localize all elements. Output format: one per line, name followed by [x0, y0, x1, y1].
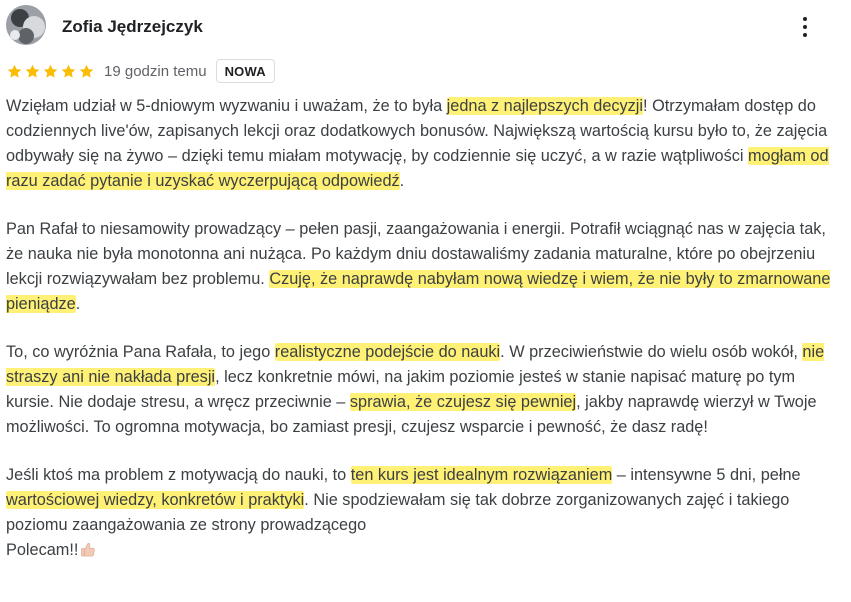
- highlighted-text: wartościowej wiedzy, konkretów i praktyki: [6, 491, 305, 509]
- more-vert-icon-dot: [803, 33, 807, 37]
- review-text-segment: , lecz konkretnie mówi, na jakim poziomie jesteś w stanie napisać maturę po tym kursie. Nie dodaje stresu, a wręcz przeciwnie –: [6, 368, 796, 411]
- review-text-segment: .: [399, 172, 405, 190]
- review-text-segment: . W przeciwieństwie do wielu osób wokół,: [500, 343, 803, 361]
- new-badge: NOWA: [216, 59, 275, 83]
- star-rating: [6, 63, 95, 80]
- review-header: [6, 5, 845, 47]
- highlighted-text: sprawia, że czujesz się pewniej: [349, 393, 577, 411]
- review-time: 19 godzin temu: [104, 62, 207, 80]
- review-paragraph: [6, 94, 836, 194]
- review-text-segment: .: [75, 295, 81, 313]
- highlighted-text: realistyczne podejście do nauki: [274, 343, 501, 361]
- review-meta: [6, 58, 275, 84]
- thumbs-up-icon: [80, 541, 95, 558]
- more-options-button[interactable]: [795, 13, 815, 41]
- avatar-image: [6, 5, 46, 45]
- review-text-segment: , jakby naprawdę wierzył w Twoje możliwości. To ogromna motywacja, bo zamiast presji, czujesz wsparcie i pewność, że dasz radę!: [6, 393, 817, 436]
- review-paragraph: [6, 463, 836, 563]
- more-vert-icon: [803, 17, 807, 21]
- star-icon: [42, 63, 59, 80]
- highlighted-text: nie straszy ani nie nakłada presji: [6, 343, 825, 386]
- review-text-segment: Pan Rafał to niesamowity prowadzący – pełen pasji, zaangażowania i energii. Potrafił wciągnąć nas w zajęcia tak, że nauka nie była monotonna ani nużąca. Po każdym dniu dostawaliśmy zadania maturalne, które po obejrzeniu lekcji rozwiązywałam bez problemu.: [6, 220, 826, 288]
- review-text-segment: – intensywne 5 dni, pełne: [612, 466, 801, 484]
- review-paragraph: [6, 217, 836, 317]
- highlighted-text: ten kurs jest idealnym rozwiązaniem: [350, 466, 613, 484]
- author-name[interactable]: Zofia Jędrzejczyk: [62, 17, 203, 36]
- review-text-segment: . Nie spodziewałam się tak dobrze zorganizowanych zajęć i takiego poziomu zaangażowania ze strony prowadzącego: [6, 491, 790, 534]
- star-icon: [24, 63, 41, 80]
- review-text-segment: ! Otrzymałam dostęp do codziennych live'ów, zapisanych lekcji oraz dodatkowych bonusów. Największą wartością kursu było to, że zajęcia odbywały się na żywo – dzięki temu miałam motywację, by codziennie się uczyć, a w razie wątpliwości: [6, 97, 828, 165]
- star-icon: [6, 63, 23, 80]
- highlighted-text: jedna z najlepszych decyzji: [446, 97, 644, 115]
- avatar[interactable]: [6, 5, 46, 45]
- review-text-segment: To, co wyróżnia Pana Rafała, to jego: [6, 343, 275, 361]
- more-vert-icon-dot: [803, 25, 807, 29]
- highlighted-text: Czuję, że naprawdę nabyłam nową wiedzę i wiem, że nie były to zmarnowane pieniądze: [6, 270, 831, 313]
- review-paragraph: [6, 340, 836, 440]
- star-icon: [78, 63, 95, 80]
- highlighted-text: mogłam od razu zadać pytanie i uzyskać wyczerpującą odpowiedź: [6, 147, 829, 190]
- review-text-segment: Polecam!!: [6, 541, 79, 559]
- review-text: [6, 94, 836, 563]
- review-text-segment: Jeśli ktoś ma problem z motywacją do nauki, to: [6, 466, 351, 484]
- review-text-segment: Wzięłam udział w 5-dniowym wyzwaniu i uważam, że to była: [6, 97, 447, 115]
- star-icon: [60, 63, 77, 80]
